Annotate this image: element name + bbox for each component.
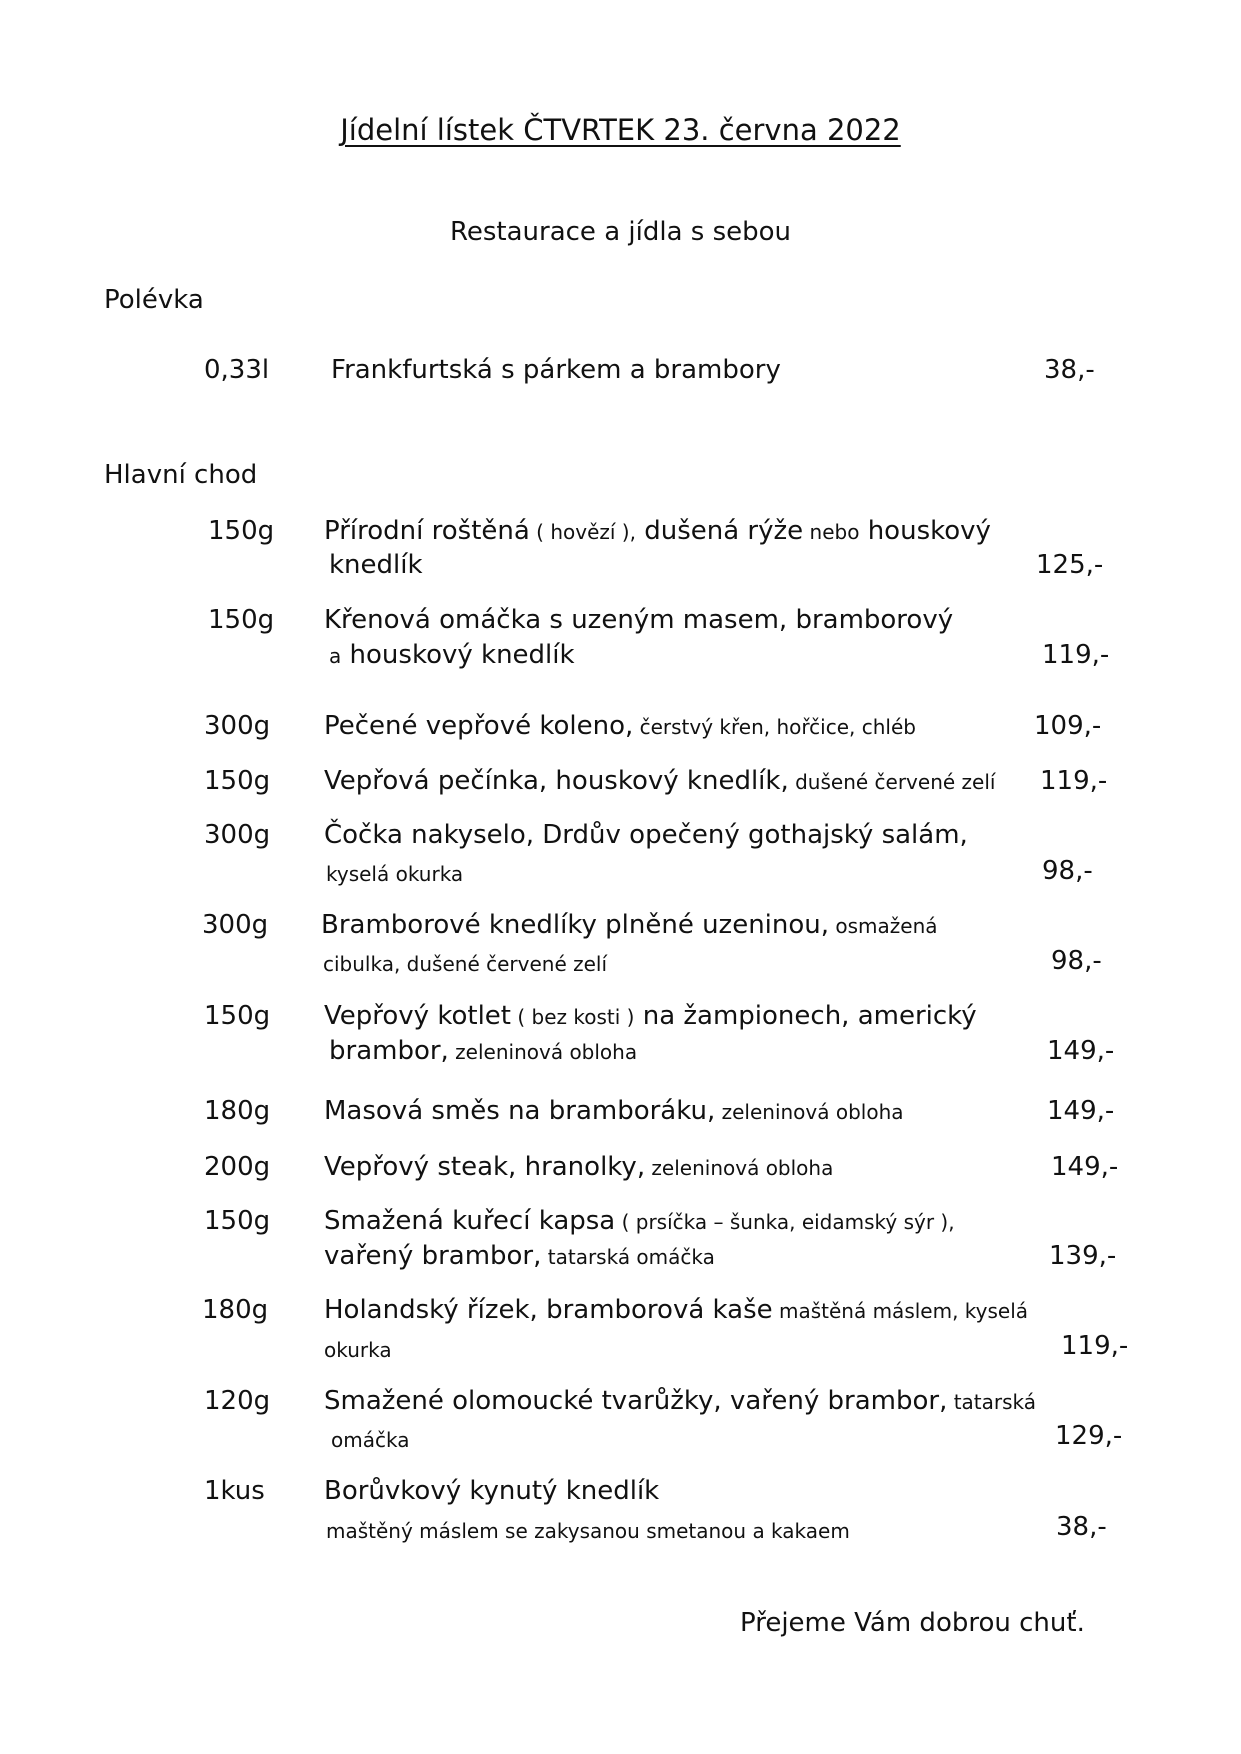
item-text: brambor,: [329, 1036, 449, 1066]
item-qty: 120g: [204, 1386, 271, 1416]
item-line2: [329, 550, 423, 580]
item-qty: 300g: [202, 910, 269, 940]
item-qty: 200g: [204, 1152, 271, 1182]
item-line2: [324, 1334, 392, 1364]
section-heading-main: Hlavní chod: [104, 460, 258, 490]
item-note: kyselá okurka: [326, 862, 464, 886]
item-note: ( bez kosti ): [510, 1005, 635, 1029]
item-price: 149,-: [1051, 1152, 1119, 1182]
item-text: Pečené vepřové koleno,: [324, 711, 634, 741]
item-line1: [324, 766, 995, 796]
item-note: tatarská: [947, 1390, 1037, 1414]
item-qty: 300g: [204, 820, 271, 850]
item-line1: [321, 910, 938, 940]
item-line1: [324, 1206, 955, 1236]
item-price: 98,-: [1051, 946, 1102, 976]
item-note: zeleninová obloha: [448, 1040, 638, 1064]
item-line1: [324, 1001, 977, 1031]
item-line2: [324, 1241, 715, 1271]
item-text: Vepřový steak, hranolky,: [324, 1152, 646, 1182]
item-note: cibulka, dušené červené zelí: [323, 952, 608, 976]
menu-subtitle: Restaurace a jídla s sebou: [449, 217, 792, 247]
item-text: vařený brambor,: [324, 1241, 542, 1271]
section-heading-soup: Polévka: [104, 285, 204, 315]
item-text: Čočka nakyselo, Drdův opečený gothajský salám,: [324, 820, 968, 850]
item-qty: 180g: [204, 1096, 271, 1126]
item-text: Smažené olomoucké tvarůžky, vařený brambor,: [324, 1386, 948, 1416]
item-text: dušená rýže: [635, 516, 804, 546]
item-line1: [324, 1386, 1036, 1416]
item-text: Masová směs na bramboráku,: [324, 1096, 716, 1126]
menu-title: [0, 113, 1241, 147]
item-line2: [329, 1036, 637, 1066]
item-note: ( hovězí ),: [529, 520, 636, 544]
item-line1: [324, 516, 991, 546]
item-qty: 150g: [208, 516, 275, 546]
item-note: maštěná máslem, kyselá: [772, 1299, 1029, 1323]
item-note: a: [329, 644, 342, 668]
menu-title-text: Jídelní lístek ČTVRTEK 23. června 2022: [340, 113, 901, 147]
item-note: maštěný máslem se zakysanou smetanou a kakaem: [326, 1519, 850, 1543]
item-price: 125,-: [1036, 550, 1104, 580]
item-line2: [323, 948, 607, 978]
item-text: na žampionech, americký: [634, 1001, 977, 1031]
item-qty: 1kus: [204, 1476, 265, 1506]
item-note: osmažená: [829, 914, 938, 938]
item-note: tatarská omáčka: [541, 1245, 715, 1269]
item-line1: [324, 1295, 1028, 1325]
item-line1: [324, 1476, 659, 1506]
item-price: 129,-: [1055, 1421, 1123, 1451]
item-qty: 150g: [204, 1206, 271, 1236]
item-price: 149,-: [1047, 1096, 1115, 1126]
closing-text: Přejeme Vám dobrou chuť.: [740, 1608, 1085, 1638]
item-note: ( prsíčka – šunka, eidamský sýr ),: [615, 1210, 955, 1234]
item-qty: 150g: [208, 605, 275, 635]
item-note: nebo: [803, 520, 860, 544]
item-price: 119,-: [1042, 640, 1110, 670]
item-line2: [326, 1515, 850, 1545]
item-price: 38,-: [1056, 1512, 1107, 1542]
item-note: omáčka: [331, 1428, 410, 1452]
item-text: houskový: [859, 516, 991, 546]
item-text: Křenová omáčka s uzeným masem, bramborový: [324, 605, 954, 635]
item-line2: [329, 640, 575, 670]
item-text: Vepřový kotlet: [324, 1001, 511, 1031]
item-line2: [326, 858, 463, 888]
item-price: 98,-: [1042, 856, 1093, 886]
item-line1: [324, 605, 953, 635]
item-line1: [324, 1096, 904, 1126]
item-price: 139,-: [1049, 1241, 1117, 1271]
item-note: dušené červené zelí: [788, 770, 996, 794]
item-qty: 150g: [204, 1001, 271, 1031]
soup-price: 38,-: [1044, 355, 1095, 385]
item-text: Holandský řízek, bramborová kaše: [324, 1295, 773, 1325]
item-line1: [324, 1152, 833, 1182]
item-qty: 300g: [204, 711, 271, 741]
item-qty: 150g: [204, 766, 271, 796]
item-text: houskový knedlík: [341, 640, 575, 670]
item-qty: 180g: [202, 1295, 269, 1325]
soup-name: Frankfurtská s párkem a brambory: [331, 355, 781, 385]
item-text: knedlík: [329, 550, 423, 580]
item-price: 119,-: [1061, 1331, 1129, 1361]
item-line1: [324, 820, 968, 850]
item-text: Smažená kuřecí kapsa: [324, 1206, 616, 1236]
item-price: 109,-: [1034, 711, 1102, 741]
item-price: 119,-: [1040, 766, 1108, 796]
item-text: Vepřová pečínka, houskový knedlík,: [324, 766, 789, 796]
item-text: Borůvkový kynutý knedlík: [324, 1476, 660, 1506]
item-text: Přírodní roštěná: [324, 516, 530, 546]
soup-qty: 0,33l: [204, 355, 270, 385]
item-note: čerstvý křen, hořčice, chléb: [633, 715, 916, 739]
item-text: Bramborové knedlíky plněné uzeninou,: [321, 910, 830, 940]
item-line2: [331, 1424, 409, 1454]
item-note: okurka: [324, 1338, 392, 1362]
item-note: zeleninová obloha: [715, 1100, 904, 1124]
item-price: 149,-: [1047, 1036, 1115, 1066]
item-line1: [324, 711, 916, 741]
item-note: zeleninová obloha: [645, 1156, 834, 1180]
